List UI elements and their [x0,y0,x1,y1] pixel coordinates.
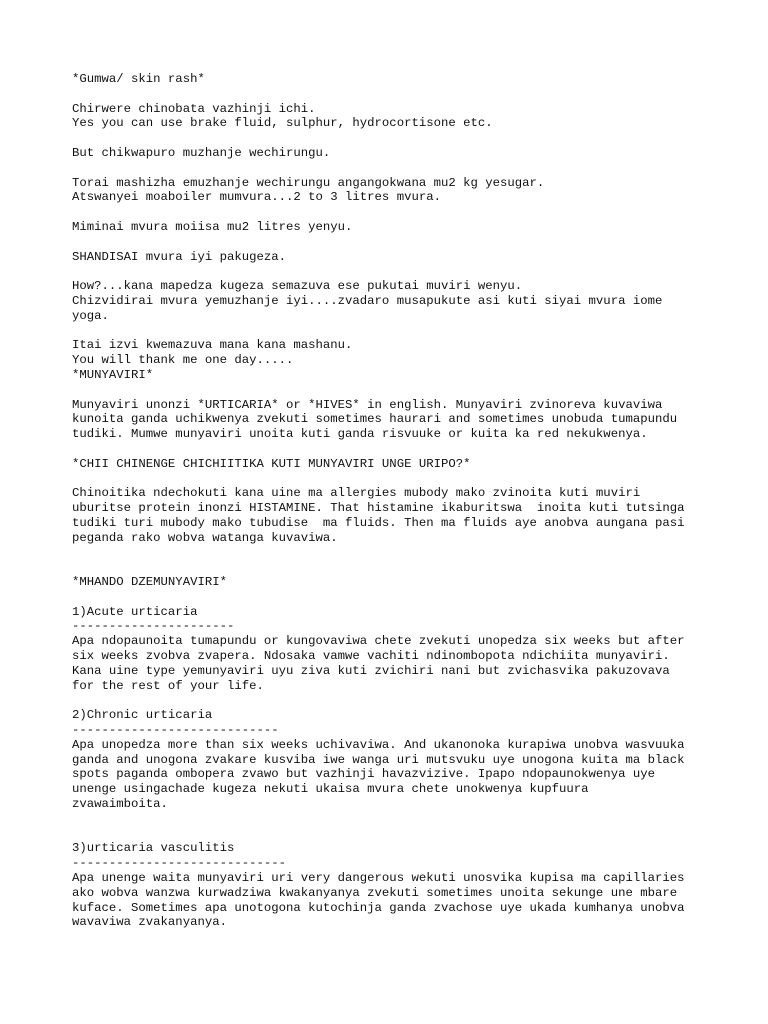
blank-line [72,827,722,842]
type-rule: ---------------------- [72,619,235,634]
paragraph: But chikwapuro muzhanje wechirungu. [72,145,331,160]
section-question: *CHII CHINENGE CHICHIITIKA KUTI MUNYAVIRI UNGE URIPO?* [72,456,471,471]
paragraph: Chinoitika ndechokuti kana uine ma allergies mubody mako zvinoita kuti muviri uburitse protein inonzi HISTAMINE. That histamine ikaburitswa inoita kuti tutsinga tudiki turi mubody mako tubudise ma fluids. Then ma fluids aye anobva aungana pasi peganda rako wobva watanga kuvaviwa. [72,486,685,545]
paragraph: Itai izvi kwemazuva mana kana mashanu. You will thank me one day..... *MUNYAVIRI* [72,338,353,382]
blank-line [72,560,722,575]
document-body [72,72,722,945]
type-body: Apa unenge waita munyaviri uri very dangerous wekuti unosvika kupisa ma capillaries ako wobva wanzwa kurwadziwa kwakanyanya zvekuti sometimes unoita sekunge une mbare kuface. Sometimes apa unotogona kutochinja ganda zvachose uye ukada kumhanya unobva wavaviwa zvakanyanya. [72,871,685,930]
type-body: Apa ndopaunoita tumapundu or kungovaviwa chete zvekuti unopedza six weeks but after six weeks zvobva zvapera. Ndosaka vamwe vachiti ndinombopota ndichiita munyaviri. Kana uine type yemunyaviri uyu ziva kuti zvichiri nani but zvichasvika pakuzovava for the rest of your life. [72,634,685,693]
type-heading: 1)Acute urticaria [72,604,198,619]
paragraph: Torai mashizha emuzhanje wechirungu angangokwana mu2 kg yesugar. Atswanyei moaboiler mumvura...2 to 3 litres mvura. [72,175,545,205]
doc-title: *Gumwa/ skin rash* [72,72,205,86]
paragraph: SHANDISAI mvura iyi pakugeza. [72,249,287,264]
type-rule: ----------------------------- [72,856,287,871]
paragraph: Miminai mvura moiisa mu2 litres yenyu. [72,219,353,234]
type-heading: 3)urticaria vasculitis [72,841,235,856]
paragraph: Chirwere chinobata vazhinji ichi. Yes you can use brake fluid, sulphur, hydrocortisone etc. [72,101,493,131]
type-rule: ---------------------------- [72,723,279,738]
section-title: *MHANDO DZEMUNYAVIRI* [72,575,227,590]
paragraph: How?...kana mapedza kugeza semazuva ese pukutai muviri wenyu. Chizvidirai mvura yemuzhanje iyi....zvadaro musapukute asi kuti siyai mvura iome yoga. [72,279,663,323]
type-body: Apa unopedza more than six weeks uchivaviwa. And ukanonoka kurapiwa unobva wasvuuka ganda and unogona zvakare kusviba iwe wanga uri mutsvuku uye unogona kuita ma black spots paganda ombopera zvawo but vazhinji havazvizive. Ipapo ndopaunokwenya uye unenge usingachade kugeza nekuti ukaisa mvura chete unokwenya kupfuura zvawaimboita. [72,737,685,812]
paragraph: Munyaviri unonzi *URTICARIA* or *HIVES* in english. Munyaviri zvinoreva kuvaviwa kunoita ganda uchikwenya zvekuti sometimes haurari and sometimes unobuda tumapundu tudiki. Mumwe munyaviri unoita kuti ganda risvuuke or kuita ka red nekukwenya. [72,397,678,442]
type-heading: 2)Chronic urticaria [72,708,213,723]
